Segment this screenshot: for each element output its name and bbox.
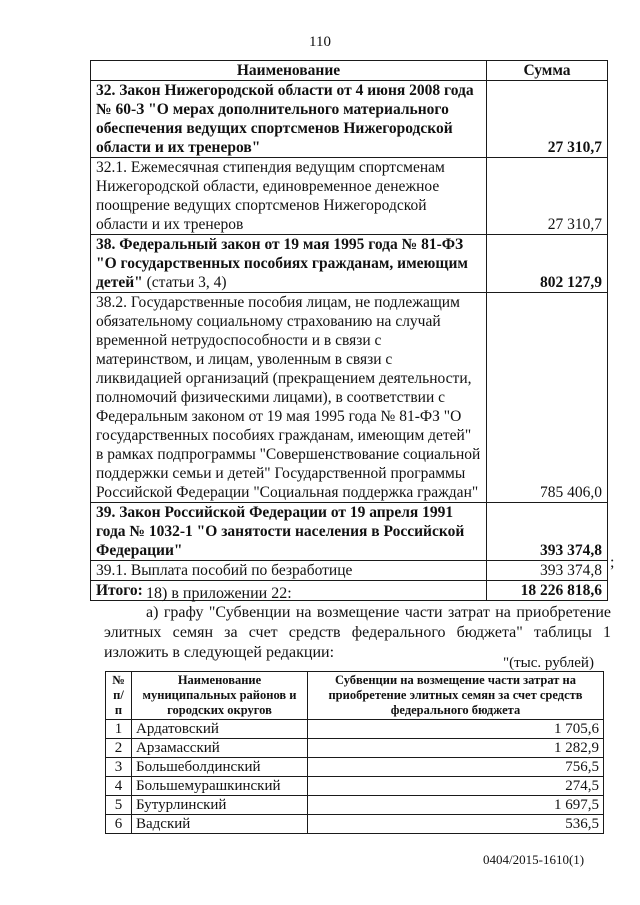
table-row: [91, 293, 608, 503]
row-value: 1 697,5: [308, 796, 604, 815]
paragraph-18: 18) в приложении 22:: [146, 585, 292, 602]
subsidies-table-header: [106, 672, 604, 720]
table-row: [106, 815, 604, 834]
row-district: Ардатовский: [132, 720, 308, 739]
row-num: 3: [106, 758, 132, 777]
row-num: 1: [106, 720, 132, 739]
table-row: [91, 561, 608, 581]
row-name: 32. Закон Нижегородской области от 4 июня 2008 года № 60-З "О мерах дополнительного материального обеспечения ведущих спортсменов Нижегородской области и их тренеров": [91, 81, 487, 158]
header-value: Субвенции на возмещение части затрат на приобретение элитных семян за счет средств федерального бюджета: [308, 672, 604, 720]
row-value: 1 282,9: [308, 739, 604, 758]
row-sum: 393 374,8: [487, 503, 608, 561]
total-sum: 18 226 818,6: [487, 581, 608, 601]
row-name: 32.1. Ежемесячная стипендия ведущим спортсменам Нижегородской области, единовременное денежное поощрение ведущих спортсменов Нижегородской области и их тренеров: [91, 158, 487, 235]
row-district: Арзамасский: [132, 739, 308, 758]
paragraph-a: а) графу "Субвенции на возмещение части затрат на приобретение элитных семян за счет средств федерального бюджета" таблицы 1 изложить в следующей редакции:: [104, 604, 611, 661]
row-name: 38.2. Государственные пособия лицам, не подлежащим обязательному социальному страхованию на случай временной нетрудоспособности и в связи с материнством, и лицам, уволенным в связи с ликвидацией организаций (прекращением деятельности, полномочий физическими лицами), в соответствии с Федеральным законом от 19 мая 1995 года № 81-ФЗ "О государственных пособиях гражданам, имеющим детей" в рамках подпрограммы "Совершенствование социальной поддержки семьи и детей" Государственной программы Российской Федерации "Социальная поддержка граждан": [91, 293, 487, 503]
row-district: Большеболдинский: [132, 758, 308, 777]
table-row: [106, 758, 604, 777]
row-name: 38. Федеральный закон от 19 мая 1995 года № 81-ФЗ "О государственных пособиях гражданам, имеющим детей" (статьи 3, 4): [91, 235, 487, 293]
header-district: Наименование муниципальных районов и городских округов: [132, 672, 308, 720]
row-num: 5: [106, 796, 132, 815]
budget-table-header: [91, 61, 608, 81]
total-label: Итого:: [91, 581, 487, 601]
table-row: [106, 739, 604, 758]
row-sum: 393 374,8: [487, 561, 608, 581]
row-value: 274,5: [308, 777, 604, 796]
trailing-semicolon: ;: [610, 554, 615, 571]
row-district: Большемурашкинский: [132, 777, 308, 796]
footer-document-code: 0404/2015-1610(1): [483, 852, 585, 867]
row-value: 756,5: [308, 758, 604, 777]
table-row: [91, 81, 608, 158]
row-num: 2: [106, 739, 132, 758]
table-row: [91, 235, 608, 293]
page-number: 110: [309, 34, 331, 50]
row-district: Вадский: [132, 815, 308, 834]
row-num: 6: [106, 815, 132, 834]
table-row: [106, 796, 604, 815]
row-value: 536,5: [308, 815, 604, 834]
row-num: 4: [106, 777, 132, 796]
row-sum: 785 406,0: [487, 293, 608, 503]
row-sum: 27 310,7: [487, 81, 608, 158]
row-name-suffix: (статьи 3, 4): [142, 274, 227, 291]
table-row: [91, 503, 608, 561]
row-district: Бутурлинский: [132, 796, 308, 815]
budget-table: [90, 60, 608, 601]
table-row: [106, 777, 604, 796]
table-row: [106, 720, 604, 739]
row-name: 39.1. Выплата пособий по безработице: [91, 561, 487, 581]
header-sum: Сумма: [487, 61, 608, 81]
header-name: Наименование: [91, 61, 487, 81]
subsidies-table: [105, 671, 604, 834]
row-name: 39. Закон Российской Федерации от 19 апреля 1991 года № 1032-1 "О занятости населения в Российской Федерации": [91, 503, 487, 561]
row-value: 1 705,6: [308, 720, 604, 739]
table-row: [91, 158, 608, 235]
row-sum: 802 127,9: [487, 235, 608, 293]
row-sum: 27 310,7: [487, 158, 608, 235]
units-label: "(тыс. рублей): [503, 655, 594, 671]
header-num: № п/п: [106, 672, 132, 720]
